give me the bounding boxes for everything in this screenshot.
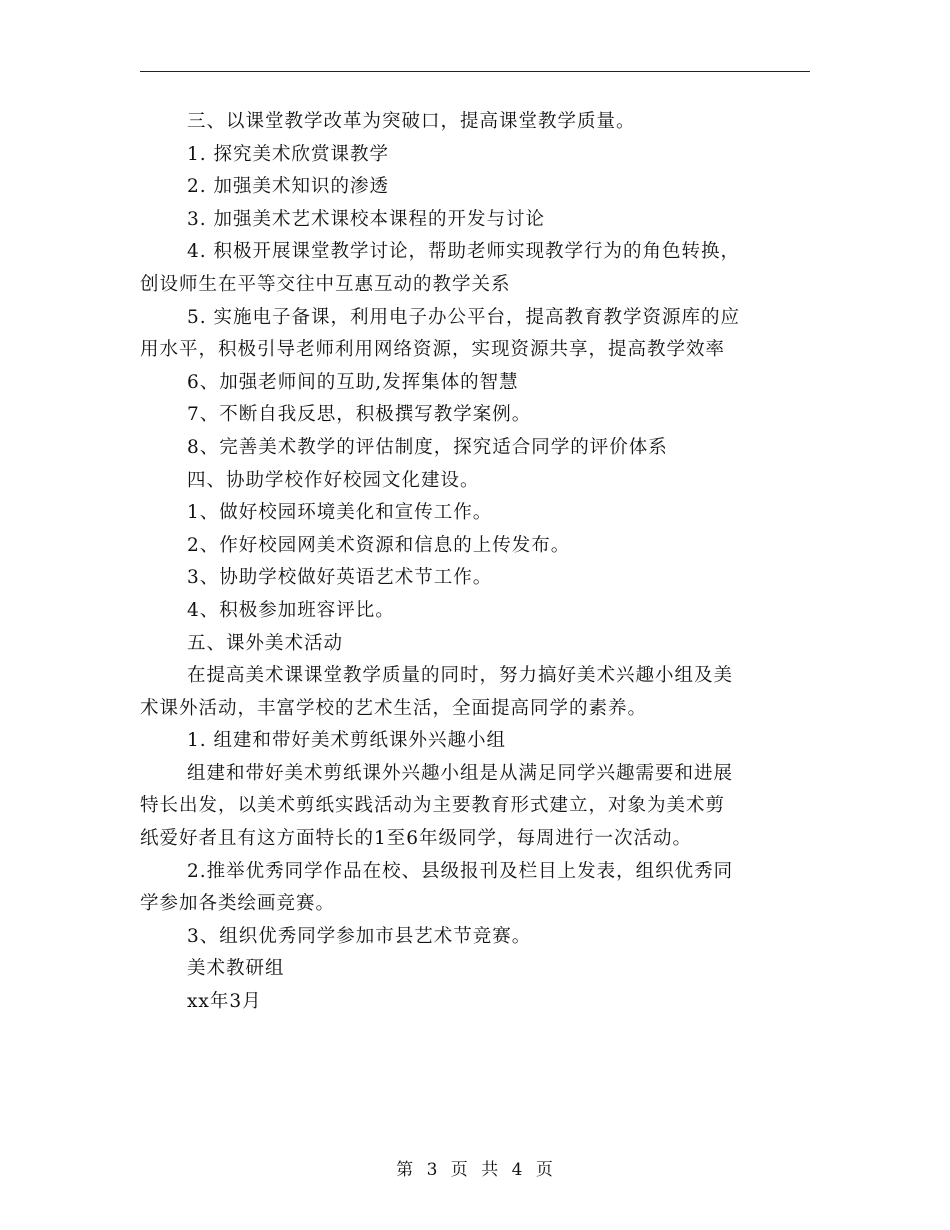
text-line: xx年3月: [187, 991, 262, 1013]
text-line: 在提高美术课课堂教学质量的同时，努力搞好美术兴趣小组及美: [187, 665, 734, 687]
text-line: 6、加强老师间的互助,发挥集体的智慧: [187, 371, 519, 393]
text-line: 1. 探究美术欣赏课教学: [187, 143, 390, 165]
text-line: 1. 组建和带好美术剪纸课外兴趣小组: [187, 730, 507, 752]
text-line: 创设师生在平等交往中互惠互动的教学关系: [140, 273, 511, 295]
text-line: 2、作好校园网美术资源和信息的上传发布。: [187, 534, 571, 556]
text-line: 学参加各类绘画竞赛。: [140, 893, 336, 915]
text-line: 4、积极参加班容评比。: [187, 599, 395, 621]
text-line: 4. 积极开展课堂教学讨论，帮助老师实现教学行为的角色转换，: [187, 241, 741, 263]
text-line: 组建和带好美术剪纸课外兴趣小组是从满足同学兴趣需要和进展: [187, 762, 734, 784]
text-line: 四、协助学校作好校园文化建设。: [187, 469, 480, 491]
text-line: 五、课外美术活动: [187, 632, 344, 654]
text-line: 3、组织优秀同学参加市县艺术节竞赛。: [187, 925, 532, 947]
text-line: 1、做好校园环境美化和宣传工作。: [187, 502, 493, 524]
text-line: 美术教研组: [187, 958, 285, 980]
text-line: 2.推举优秀同学作品在校、县级报刊及栏目上发表，组织优秀同: [187, 860, 734, 882]
text-line: 2. 加强美术知识的渗透: [187, 176, 390, 198]
text-line: 术课外活动，丰富学校的艺术生活，全面提高同学的素养。: [140, 697, 648, 719]
text-line: 用水平，积极引导老师利用网络资源，实现资源共享，提高教学效率: [140, 339, 726, 361]
text-line: 8、完善美术教学的评估制度，探究适合同学的评价体系: [187, 436, 668, 458]
text-line: 3、协助学校做好英语艺术节工作。: [187, 567, 493, 589]
document-body: [140, 106, 820, 1019]
text-line: 纸爱好者且有这方面特长的1至6年级同学，每周进行一次活动。: [140, 828, 693, 850]
page-number: 第 3 页 共 4 页: [396, 1160, 554, 1180]
text-line: 7、不断自我反思，积极撰写教学案例。: [187, 404, 532, 426]
text-line: 特长出发，以美术剪纸实践活动为主要教育形式建立，对象为美术剪: [140, 795, 726, 817]
header-rule: [140, 71, 810, 72]
text-line: 三、以课堂教学改革为突破口，提高课堂教学质量。: [187, 111, 636, 132]
text-line: 5. 实施电子备课，利用电子办公平台，提高教育教学资源库的应: [187, 306, 741, 328]
text-line: 3. 加强美术艺术课校本课程的开发与讨论: [187, 208, 546, 230]
